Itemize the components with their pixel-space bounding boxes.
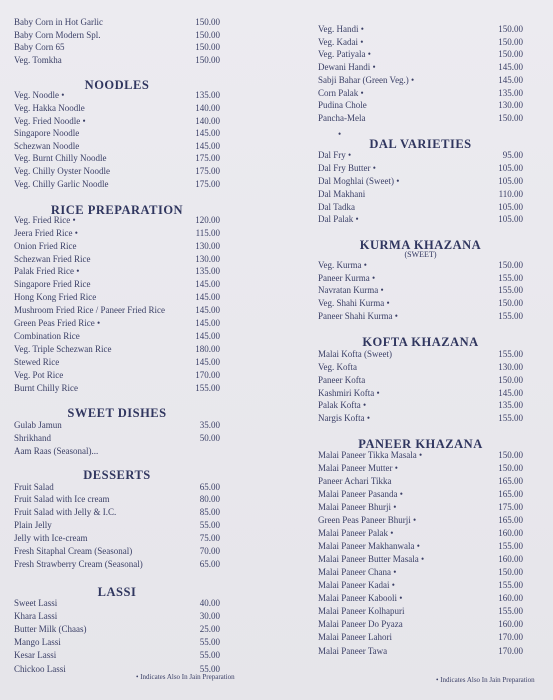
menu-item-price: 145.00 xyxy=(195,318,220,328)
menu-item-name: Shrikhand xyxy=(14,433,51,443)
menu-item xyxy=(318,298,523,309)
menu-item-price: 80.00 xyxy=(199,494,220,504)
menu-item-price: 130.00 xyxy=(498,100,523,110)
menu-item-price: 175.00 xyxy=(498,502,523,512)
menu-item xyxy=(318,515,523,526)
menu-item xyxy=(14,533,220,544)
menu-item xyxy=(318,113,523,124)
menu-item-price: 145.00 xyxy=(195,141,220,151)
menu-item xyxy=(14,420,220,431)
section-heading: NOODLES xyxy=(84,78,150,92)
menu-item xyxy=(14,116,220,127)
menu-item-name: Kesar Lassi xyxy=(14,650,57,660)
menu-item-name: Malai Paneer Lahori xyxy=(318,632,392,642)
menu-item-price: 135.00 xyxy=(498,88,523,98)
menu-item-name: Malai Paneer Mutter • xyxy=(318,463,398,473)
menu-item-price: 145.00 xyxy=(195,292,220,302)
menu-item-name: Veg. Tomkha xyxy=(14,55,62,65)
menu-item xyxy=(14,433,220,444)
menu-item xyxy=(14,624,220,635)
menu-item xyxy=(318,176,523,187)
menu-item-name: Malai Paneer Tawa xyxy=(318,646,388,656)
menu-item-name: Veg. Shahi Kurma • xyxy=(318,298,390,308)
menu-item-price: 95.00 xyxy=(502,150,523,160)
menu-item xyxy=(318,285,523,296)
menu-item xyxy=(14,344,220,355)
section-heading: KURMA KHAZANA xyxy=(359,238,482,252)
menu-item xyxy=(14,611,220,622)
menu-item-name: Mango Lassi xyxy=(14,637,61,647)
menu-item-price: 155.00 xyxy=(498,273,523,283)
menu-item-name: Jeera Fried Rice • xyxy=(14,228,78,238)
menu-item xyxy=(14,559,220,570)
menu-item-price: 170.00 xyxy=(498,646,523,656)
stray-bullet: • xyxy=(338,129,342,139)
menu-item-price: 150.00 xyxy=(498,37,523,47)
menu-item-price: 165.00 xyxy=(498,476,523,486)
menu-item-price: 150.00 xyxy=(195,42,220,52)
menu-item-name: Onion Fried Rice xyxy=(14,241,77,251)
menu-item xyxy=(14,228,220,239)
menu-item-price: 145.00 xyxy=(498,388,523,398)
menu-item-price: 55.00 xyxy=(199,664,220,674)
section-heading: RICE PREPARATION xyxy=(50,203,184,217)
menu-item-price: 140.00 xyxy=(195,116,220,126)
menu-item-price: 105.00 xyxy=(498,214,523,224)
menu-item xyxy=(14,598,220,609)
menu-item xyxy=(14,370,220,381)
menu-item xyxy=(14,637,220,648)
menu-item-price: 170.00 xyxy=(195,370,220,380)
menu-item xyxy=(14,215,220,226)
section-heading: DAL VARIETIES xyxy=(369,137,472,151)
section-heading: LASSI xyxy=(97,585,137,599)
menu-item-name: Kashmiri Kofta • xyxy=(318,388,380,398)
menu-item-name: Malai Paneer Do Pyaza xyxy=(318,619,403,629)
menu-item-name: Veg. Triple Schezwan Rice xyxy=(14,344,112,354)
menu-item-price: 130.00 xyxy=(195,241,220,251)
section-subheading: (SWEET) xyxy=(404,250,437,259)
menu-item xyxy=(14,42,220,53)
menu-item-name: Schezwan Noodle xyxy=(14,141,80,151)
menu-item xyxy=(14,103,220,114)
menu-item-name: Veg. Patiyala • xyxy=(318,49,371,59)
menu-item-name: Veg. Kadai • xyxy=(318,37,364,47)
menu-item xyxy=(318,75,523,86)
menu-item-name: Fruit Salad with Ice cream xyxy=(14,494,110,504)
menu-item-price: 105.00 xyxy=(498,202,523,212)
menu-item-price: 160.00 xyxy=(498,554,523,564)
menu-item xyxy=(318,413,523,424)
menu-item-price: 155.00 xyxy=(498,413,523,423)
menu-item-name: Chickoo Lassi xyxy=(14,664,66,674)
menu-item-price: 145.00 xyxy=(498,75,523,85)
menu-item-price: 105.00 xyxy=(498,176,523,186)
menu-item-price: 150.00 xyxy=(195,55,220,65)
menu-item-name: Hong Kong Fried Rice xyxy=(14,292,97,302)
menu-item-name: Aam Raas (Seasonal)... xyxy=(14,446,99,456)
menu-item xyxy=(318,375,523,386)
menu-item-price: 155.00 xyxy=(195,383,220,393)
menu-item-price: 150.00 xyxy=(195,30,220,40)
menu-item xyxy=(318,37,523,48)
menu-item-name: Fresh Strawberry Cream (Seasonal) xyxy=(14,559,143,569)
menu-item-price: 155.00 xyxy=(498,349,523,359)
menu-item-price: 130.00 xyxy=(498,362,523,372)
menu-item xyxy=(14,446,220,457)
menu-item-name: Veg. Handi • xyxy=(318,24,364,34)
menu-item xyxy=(318,554,523,565)
menu-item-name: Veg. Chilly Oyster Noodle xyxy=(14,166,110,176)
menu-item-price: 40.00 xyxy=(199,598,220,608)
menu-item-name: Corn Palak • xyxy=(318,88,364,98)
menu-item-name: Pancha-Mela xyxy=(318,113,366,123)
menu-item-name: Dal Makhani xyxy=(318,189,366,199)
menu-item-price: 170.00 xyxy=(498,632,523,642)
menu-item-price: 150.00 xyxy=(498,375,523,385)
menu-item xyxy=(14,279,220,290)
menu-item xyxy=(14,383,220,394)
section-heading: SWEET DISHES xyxy=(67,406,167,420)
section-heading: PANEER KHAZANA xyxy=(358,437,483,451)
menu-item xyxy=(318,502,523,513)
menu-item-price: 135.00 xyxy=(498,400,523,410)
menu-item xyxy=(14,153,220,164)
menu-item-name: Fresh Sitaphal Cream (Seasonal) xyxy=(14,546,133,556)
menu-item-name: Palak Fried Rice • xyxy=(14,266,80,276)
menu-item xyxy=(318,619,523,630)
menu-item xyxy=(318,273,523,284)
menu-item-price: 160.00 xyxy=(498,593,523,603)
menu-item-name: Malai Paneer Pasanda • xyxy=(318,489,403,499)
menu-item-name: Paneer Achari Tikka xyxy=(318,476,392,486)
menu-item xyxy=(318,311,523,322)
menu-item-price: 150.00 xyxy=(195,17,220,27)
menu-item xyxy=(318,189,523,200)
menu-item xyxy=(318,163,523,174)
menu-item xyxy=(318,150,523,161)
menu-item xyxy=(318,593,523,604)
menu-item xyxy=(14,331,220,342)
menu-item-name: Singapore Fried Rice xyxy=(14,279,91,289)
menu-item-price: 85.00 xyxy=(199,507,220,517)
menu-item xyxy=(14,128,220,139)
menu-item-price: 65.00 xyxy=(199,559,220,569)
menu-item-name: Malai Paneer Tikka Masala • xyxy=(318,450,423,460)
menu-item-price: 75.00 xyxy=(199,533,220,543)
menu-item-price: 145.00 xyxy=(498,62,523,72)
menu-item-name: Paneer Kurma • xyxy=(318,273,376,283)
menu-item-price: 150.00 xyxy=(498,450,523,460)
menu-item-name: Veg. Hakka Noodle xyxy=(14,103,85,113)
menu-item-price: 165.00 xyxy=(498,515,523,525)
menu-item-price: 150.00 xyxy=(498,24,523,34)
menu-item-name: Veg. Fried Noodle • xyxy=(14,116,86,126)
menu-item-price: 50.00 xyxy=(199,433,220,443)
menu-item-name: Combination Rice xyxy=(14,331,80,341)
menu-item-name: Baby Corn in Hot Garlic xyxy=(14,17,103,27)
menu-item xyxy=(14,507,220,518)
menu-item-name: Green Peas Fried Rice • xyxy=(14,318,101,328)
section-heading: KOFTA KHAZANA xyxy=(362,335,479,349)
menu-item xyxy=(318,100,523,111)
menu-item-price: 120.00 xyxy=(195,215,220,225)
menu-item-name: Malai Paneer Butter Masala • xyxy=(318,554,425,564)
menu-item xyxy=(318,388,523,399)
menu-item-name: Fruit Salad xyxy=(14,482,54,492)
menu-item-price: 160.00 xyxy=(498,528,523,538)
menu-item xyxy=(14,494,220,505)
menu-item xyxy=(14,357,220,368)
menu-item-price: 150.00 xyxy=(498,260,523,270)
menu-item xyxy=(14,318,220,329)
menu-item-price: 155.00 xyxy=(498,285,523,295)
menu-item-name: Malai Paneer Kabooli • xyxy=(318,593,403,603)
menu-item xyxy=(318,349,523,360)
menu-item-price: 180.00 xyxy=(195,344,220,354)
menu-item-name: Navratan Kurma • xyxy=(318,285,384,295)
menu-item xyxy=(14,241,220,252)
menu-item-name: Veg. Pot Rice xyxy=(14,370,64,380)
menu-item-name: Dal Tadka xyxy=(318,202,355,212)
menu-item-name: Dal Fry Butter • xyxy=(318,163,376,173)
menu-item-name: Dal Fry • xyxy=(318,150,352,160)
menu-item xyxy=(318,541,523,552)
menu-item-name: Veg. Fried Rice • xyxy=(14,215,76,225)
menu-item-price: 160.00 xyxy=(498,619,523,629)
menu-item-price: 155.00 xyxy=(498,606,523,616)
menu-item-name: Fruit Salad with Jelly & I.C. xyxy=(14,507,117,517)
menu-item xyxy=(14,30,220,41)
menu-item xyxy=(318,632,523,643)
menu-item-name: Malai Paneer Makhanwala • xyxy=(318,541,420,551)
menu-item-name: Gulab Jamun xyxy=(14,420,62,430)
menu-item xyxy=(14,266,220,277)
section-heading: DESSERTS xyxy=(83,468,151,482)
menu-item-price: 30.00 xyxy=(199,611,220,621)
menu-item-name: Plain Jelly xyxy=(14,520,52,530)
menu-item xyxy=(14,520,220,531)
menu-item-price: 140.00 xyxy=(195,103,220,113)
menu-item-price: 145.00 xyxy=(195,279,220,289)
menu-item-name: Malai Paneer Kolhapuri xyxy=(318,606,405,616)
menu-item xyxy=(14,17,220,28)
menu-item-name: Green Peas Paneer Bhurji • xyxy=(318,515,417,525)
menu-item-price: 110.00 xyxy=(498,189,523,199)
menu-item-price: 150.00 xyxy=(498,567,523,577)
menu-item xyxy=(318,646,523,657)
menu-item-name: Pudina Chole xyxy=(318,100,367,110)
menu-item-name: Jelly with Ice-cream xyxy=(14,533,88,543)
menu-item-name: Malai Paneer Kadai • xyxy=(318,580,395,590)
menu-item xyxy=(318,362,523,373)
menu-item-price: 55.00 xyxy=(199,637,220,647)
menu-item xyxy=(318,214,523,225)
menu-item-price: 145.00 xyxy=(195,305,220,315)
menu-item-price: 155.00 xyxy=(498,311,523,321)
menu-item-name: Singapore Noodle xyxy=(14,128,80,138)
menu-item-name: Dewani Handi • xyxy=(318,62,376,72)
menu-item xyxy=(318,62,523,73)
menu-item xyxy=(14,55,220,66)
menu-item-name: Sweet Lassi xyxy=(14,598,58,608)
menu-item-name: Khara Lassi xyxy=(14,611,58,621)
menu-item xyxy=(318,580,523,591)
menu-item xyxy=(318,450,523,461)
menu-item-name: Malai Paneer Chana • xyxy=(318,567,397,577)
menu-item-name: Malai Kofta (Sweet) xyxy=(318,349,392,359)
menu-item-name: Sabji Bahar (Green Veg.) • xyxy=(318,75,415,85)
menu-item-price: 105.00 xyxy=(498,163,523,173)
menu-item-price: 175.00 xyxy=(195,179,220,189)
menu-item-price: 155.00 xyxy=(498,580,523,590)
menu-item-price: 175.00 xyxy=(195,166,220,176)
menu-item xyxy=(14,546,220,557)
menu-item-name: Baby Corn Modern Spl. xyxy=(14,30,101,40)
menu-item xyxy=(14,650,220,661)
menu-item xyxy=(318,49,523,60)
menu-item xyxy=(318,88,523,99)
menu-item xyxy=(14,482,220,493)
menu-item xyxy=(14,141,220,152)
menu-item xyxy=(318,463,523,474)
menu-item xyxy=(318,202,523,213)
menu-item-price: 145.00 xyxy=(195,331,220,341)
menu-item-name: Paneer Shahi Kurma • xyxy=(318,311,398,321)
menu-item-name: Paneer Kofta xyxy=(318,375,366,385)
menu-item-name: Veg. Burnt Chilly Noodle xyxy=(14,153,107,163)
menu-item-price: 55.00 xyxy=(199,520,220,530)
menu-item xyxy=(318,24,523,35)
menu-item-name: Stewed Rice xyxy=(14,357,60,367)
menu-item-price: 175.00 xyxy=(195,153,220,163)
menu-item xyxy=(14,166,220,177)
menu-item-name: Butter Milk (Chaas) xyxy=(14,624,87,634)
menu-item-price: 150.00 xyxy=(498,298,523,308)
menu-item-price: 70.00 xyxy=(199,546,220,556)
menu-item-price: 25.00 xyxy=(199,624,220,634)
menu-item-price: 150.00 xyxy=(498,49,523,59)
menu-item-price: 165.00 xyxy=(498,489,523,499)
menu-item-price: 145.00 xyxy=(195,128,220,138)
menu-item-price: 150.00 xyxy=(498,113,523,123)
menu-item-price: 150.00 xyxy=(498,463,523,473)
menu-item-price: 135.00 xyxy=(195,266,220,276)
menu-item xyxy=(14,292,220,303)
menu-item-name: Dal Palak • xyxy=(318,214,359,224)
menu-item xyxy=(318,260,523,271)
menu-item-name: Veg. Chilly Garlic Noodle xyxy=(14,179,109,189)
menu-item-name: Veg. Kofta xyxy=(318,362,357,372)
menu-item xyxy=(14,90,220,101)
menu-item xyxy=(14,254,220,265)
menu-item-price: 130.00 xyxy=(195,254,220,264)
menu-item xyxy=(318,476,523,487)
menu-item-name: Mushroom Fried Rice / Paneer Fried Rice xyxy=(14,305,165,315)
menu-item-name: Baby Corn 65 xyxy=(14,42,65,52)
menu-item-name: Malai Paneer Palak • xyxy=(318,528,394,538)
menu-item xyxy=(318,528,523,539)
menu-item xyxy=(14,305,220,316)
menu-item-price: 135.00 xyxy=(195,90,220,100)
menu-item xyxy=(318,489,523,500)
menu-item-name: Dal Moghlai (Sweet) • xyxy=(318,176,400,186)
menu-item xyxy=(318,567,523,578)
menu-item-name: Burnt Chilly Rice xyxy=(14,383,78,393)
menu-item-name: Malai Paneer Bhurji • xyxy=(318,502,397,512)
menu-item-price: 55.00 xyxy=(199,650,220,660)
menu-item xyxy=(318,400,523,411)
menu-item-name: Veg. Kurma • xyxy=(318,260,367,270)
menu-item-price: 65.00 xyxy=(199,482,220,492)
footnote-left: • Indicates Also In Jain Preparation xyxy=(136,673,235,681)
menu-item xyxy=(318,606,523,617)
menu-item xyxy=(14,179,220,190)
menu-item-price: 155.00 xyxy=(498,541,523,551)
menu-item-name: Schezwan Fried Rice xyxy=(14,254,91,264)
menu-item-name: Palak Kofta • xyxy=(318,400,367,410)
menu-item-price: 145.00 xyxy=(195,357,220,367)
menu-item-name: Nargis Kofta • xyxy=(318,413,370,423)
menu-item-name: Veg. Noodle • xyxy=(14,90,65,100)
menu-item-price: 115.00 xyxy=(195,228,220,238)
menu-item-price: 35.00 xyxy=(199,420,220,430)
footnote-right: • Indicates Also In Jain Preparation xyxy=(436,676,535,684)
